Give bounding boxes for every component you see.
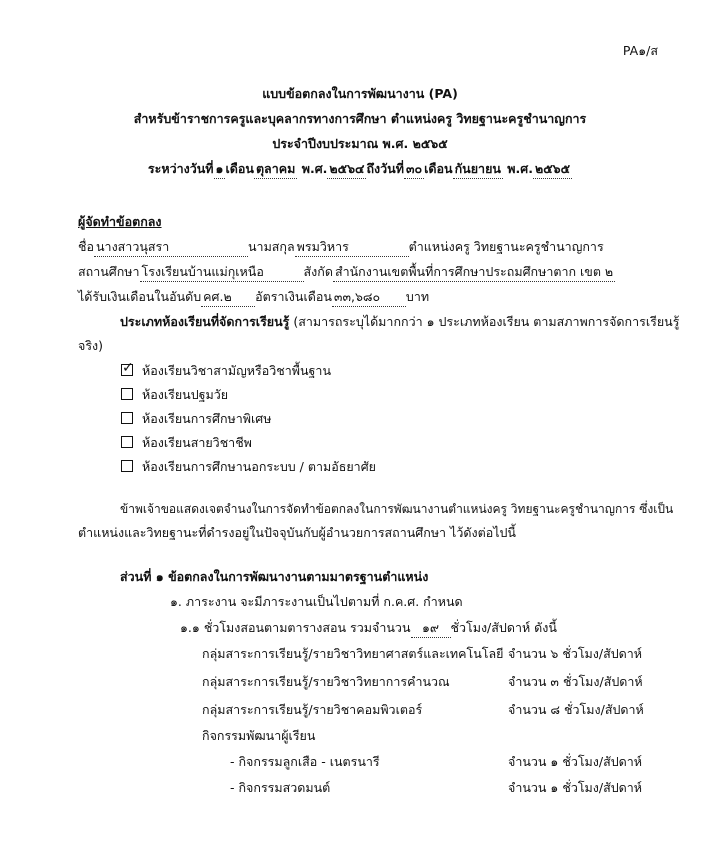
title-line-1: แบบข้อตกลงในการพัฒนางาน (PA) xyxy=(262,86,458,101)
salary-rate-value: ๓๓,๖๘๐ xyxy=(332,288,406,307)
classroom-heading-bold: ประเภทห้องเรียนที่จัดการเรียนรู้ xyxy=(120,314,290,329)
author-name-line xyxy=(78,238,604,257)
classroom-option[interactable] xyxy=(121,362,331,380)
start-month: ตุลาคม xyxy=(254,160,297,179)
subject-hours: จำนวน ๖ ชั่วโมง/สัปดาห์ xyxy=(508,646,643,661)
checkbox[interactable] xyxy=(121,460,133,472)
author-section-title: ผู้จัดทำข้อตกลง xyxy=(78,214,162,229)
classroom-option[interactable] xyxy=(121,386,228,404)
classroom-heading-note: (สามารถระบุได้มากกว่า ๑ ประเภทห้องเรียน ตามสภาพการจัดการเรียนรู้ xyxy=(289,314,680,329)
classroom-heading-note-2: จริง) xyxy=(78,338,104,353)
activity-hours: จำนวน ๑ ชั่วโมง/สัปดาห์ xyxy=(508,780,643,795)
subject-label: กลุ่มสาระการเรียนรู้/รายวิชาคอมพิวเตอร์ xyxy=(202,702,423,717)
activity-hours: จำนวน ๑ ชั่วโมง/สัปดาห์ xyxy=(508,754,643,769)
to-label: ถึงวันที่ xyxy=(366,161,404,176)
part1-item-1-1 xyxy=(180,619,557,638)
year-label-2: พ.ศ. xyxy=(507,161,533,176)
end-year: ๒๕๖๕ xyxy=(533,160,572,179)
teaching-hours-value: ๑๙ xyxy=(411,619,451,638)
part1-item-1: ๑. ภาระงาน จะมีภาระงานเป็นไปตามที่ ก.ค.ศ. กำหนด xyxy=(170,594,463,609)
month-label-2: เดือน xyxy=(424,161,453,176)
author-salary-line xyxy=(78,288,429,307)
period-line xyxy=(0,160,720,179)
surname-value: พรมวิหาร xyxy=(295,238,409,257)
classroom-option[interactable] xyxy=(121,458,376,476)
name-value: นางสาวนุสรา xyxy=(94,238,248,257)
classroom-option-label: ห้องเรียนการศึกษานอกระบบ / ตามอัธยาศัย xyxy=(142,459,376,474)
school-label: สถานศึกษา xyxy=(78,264,140,279)
classroom-option-label: ห้องเรียนปฐมวัย xyxy=(142,387,229,402)
statement-line-2: ตำแหน่งและวิทยฐานะที่ดำรงอยู่ในปัจจุบันกับผู้อำนวยการสถานศึกษา ไว้ดังต่อไปนี้ xyxy=(78,525,516,540)
month-label: เดือน xyxy=(225,161,254,176)
subject-hours: จำนวน ๓ ชั่วโมง/สัปดาห์ xyxy=(508,674,643,689)
name-label: ชื่อ xyxy=(78,239,94,254)
classroom-option[interactable] xyxy=(121,410,271,428)
title-line-2: สำหรับข้าราชการครูและบุคลากรทางการศึกษา ตำแหน่งครู วิทยฐานะครูชำนาญการ xyxy=(133,111,587,126)
salary-rank-value: คศ.๒ xyxy=(201,288,255,307)
currency-label: บาท xyxy=(405,289,430,304)
subject-label: กลุ่มสาระการเรียนรู้/รายวิชาวิทยาการคำนวณ xyxy=(202,674,450,689)
checkbox[interactable] xyxy=(121,388,133,400)
salary-rank-label: ได้รับเงินเดือนในอันดับ xyxy=(78,289,202,304)
end-day: ๓๐ xyxy=(404,160,424,179)
teaching-hours-suffix: ชั่วโมง/สัปดาห์ ดังนี้ xyxy=(450,620,557,635)
subject-label: กลุ่มสาระการเรียนรู้/รายวิชาวิทยาศาสตร์และเทคโนโลยี xyxy=(202,646,504,661)
classroom-option-label: ห้องเรียนสายวิชาชีพ xyxy=(142,435,252,450)
year-label: พ.ศ. xyxy=(301,161,328,176)
teaching-hours-label: ๑.๑ ชั่วโมงสอนตามตารางสอน รวมจำนวน xyxy=(180,620,411,635)
activity-label: - กิจกรรมสวดมนต์ xyxy=(230,780,331,795)
checkbox[interactable] xyxy=(121,360,134,376)
school-value: โรงเรียนบ้านแม่กุเหนือ xyxy=(140,263,304,282)
author-school-line xyxy=(78,263,615,282)
document-code: PA๑/ส xyxy=(622,43,658,58)
affiliation-value: สำนักงานเขตพื้นที่การศึกษาประถมศึกษาตาก เขต ๒ xyxy=(333,263,615,282)
activity-heading: กิจกรรมพัฒนาผู้เรียน xyxy=(202,728,316,743)
check-mark-icon: ✓ xyxy=(122,360,134,376)
part1-title: ส่วนที่ ๑ ข้อตกลงในการพัฒนางานตามมาตรฐานตำแหน่ง xyxy=(120,569,429,584)
period-prefix: ระหว่างวันที่ xyxy=(147,161,214,176)
end-month: กันยายน xyxy=(453,160,503,179)
classroom-heading xyxy=(120,313,679,331)
affiliation-label: สังกัด xyxy=(303,264,333,279)
position-text: ตำแหน่งครู วิทยฐานะครูชำนาญการ xyxy=(408,239,604,254)
surname-label: นามสกุล xyxy=(248,239,295,254)
start-day: ๑ xyxy=(214,160,226,179)
salary-rate-label: อัตราเงินเดือน xyxy=(255,289,332,304)
start-year: ๒๕๖๔ xyxy=(327,160,366,179)
subject-hours: จำนวน ๘ ชั่วโมง/สัปดาห์ xyxy=(508,702,644,717)
checkbox[interactable] xyxy=(121,436,133,448)
statement-line-1: ข้าพเจ้าขอแสดงเจตจำนงในการจัดทำข้อตกลงในการพัฒนางานตำแหน่งครู วิทยฐานะครูชำนาญการ ซึ่งเป็น xyxy=(120,502,674,516)
checkbox[interactable] xyxy=(121,412,133,424)
classroom-option-label: ห้องเรียนวิชาสามัญหรือวิชาพื้นฐาน xyxy=(142,363,331,378)
title-line-3: ประจำปีงบประมาณ พ.ศ. ๒๕๖๕ xyxy=(272,136,448,151)
classroom-option-label: ห้องเรียนการศึกษาพิเศษ xyxy=(142,411,272,426)
activity-label: - กิจกรรมลูกเสือ - เนตรนารี xyxy=(230,754,380,769)
classroom-option[interactable] xyxy=(121,434,252,452)
